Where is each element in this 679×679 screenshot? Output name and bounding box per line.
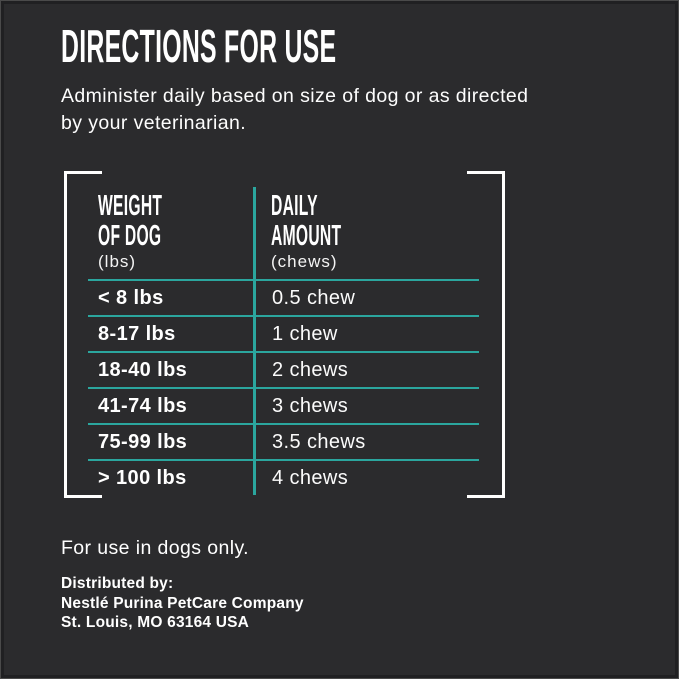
table-row: [88, 425, 479, 459]
table-row: [88, 317, 479, 351]
column-header-amount-line1: DAILY: [271, 190, 318, 222]
amount-cell: 3 chews: [272, 394, 349, 417]
amount-cell: 4 chews: [272, 466, 349, 489]
distributor-block: [61, 574, 304, 633]
distributor-label: Distributed by:: [61, 575, 174, 592]
amount-cell: 1 chew: [272, 322, 338, 345]
column-unit-chews: (chews): [271, 252, 338, 271]
footnote: For use in dogs only.: [61, 537, 249, 559]
subtitle-line-1: Administer daily based on size of dog or as directed: [61, 85, 529, 107]
weight-cell: 75-99 lbs: [98, 430, 188, 453]
dosage-table-rows: [88, 279, 479, 495]
subtitle: [61, 83, 528, 137]
weight-cell: 18-40 lbs: [98, 358, 188, 381]
table-row: [88, 461, 479, 495]
weight-cell: < 8 lbs: [98, 286, 164, 309]
column-header-weight-line2: OF DOG: [98, 220, 162, 252]
amount-cell: 0.5 chew: [272, 286, 356, 309]
weight-cell: 41-74 lbs: [98, 394, 188, 417]
table-row: [88, 281, 479, 315]
table-row: [88, 389, 479, 423]
column-header-amount: [271, 191, 341, 251]
distributor-address: St. Louis, MO 63164 USA: [61, 614, 250, 631]
amount-cell: 2 chews: [272, 358, 349, 381]
subtitle-line-2: by your veterinarian.: [61, 112, 247, 134]
column-header-weight-line1: WEIGHT: [98, 190, 163, 222]
page-title: DIRECTIONS FOR USE: [61, 20, 337, 72]
amount-cell: 3.5 chews: [272, 430, 366, 453]
column-unit-lbs: (lbs): [98, 252, 137, 271]
distributor-company: Nestlé Purina PetCare Company: [61, 594, 304, 612]
weight-cell: 8-17 lbs: [98, 322, 176, 345]
weight-cell: > 100 lbs: [98, 466, 187, 489]
table-row: [88, 353, 479, 387]
column-header-weight: [98, 191, 162, 251]
column-header-amount-line2: AMOUNT: [271, 220, 342, 252]
